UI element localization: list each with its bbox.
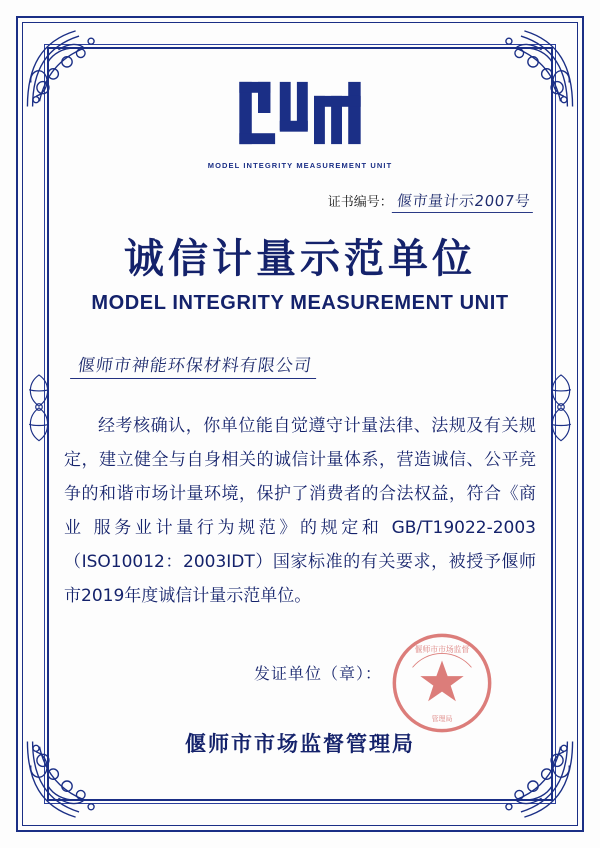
certificate-content — [58, 58, 542, 790]
recipient-row — [58, 351, 542, 379]
issuer-signature-row — [58, 644, 542, 724]
serial-number-value: 偃市量计示2007号 — [392, 190, 536, 213]
certificate-title-english: MODEL INTEGRITY MEASUREMENT UNIT — [91, 292, 509, 314]
official-red-seal-icon — [390, 631, 494, 735]
certificate-body-text: 经考核确认，你单位能自觉遵守计量法律、法规及有关规定，建立健全与自身相关的诚信计量体系，营造诚信、公平竞争的和谐市场计量环境，保护了消费者的合法权益，符合《商业 服务业计量行为规范》的规定和 GB/T19022-2003（ISO10012：2003IDT）国家标准的有关要求，被授予偃师市2019年度诚信计量示范单位。 — [64, 416, 536, 606]
mium-monogram-logo-icon — [230, 74, 370, 152]
issuer-label: 发证单位（章）： — [253, 664, 382, 683]
certificate-title-chinese: 诚信计量示范单位 — [124, 236, 476, 282]
serial-number-row — [58, 190, 542, 213]
serial-number-label: 证书编号： — [327, 195, 393, 210]
logo-subtitle: MODEL INTEGRITY MEASUREMENT UNIT — [207, 161, 393, 170]
svg-text:管理局: 管理局 — [431, 715, 453, 724]
side-ornament-left — [22, 370, 56, 444]
recipient-name: 偃师市神能环保材料有限公司 — [70, 351, 320, 379]
issuing-authority-name: 偃师市市场监督管理局 — [185, 732, 415, 756]
logo-block — [58, 58, 542, 170]
svg-text:偃师市市场监督: 偃师市市场监督 — [414, 644, 470, 654]
side-ornament-right — [544, 370, 578, 444]
